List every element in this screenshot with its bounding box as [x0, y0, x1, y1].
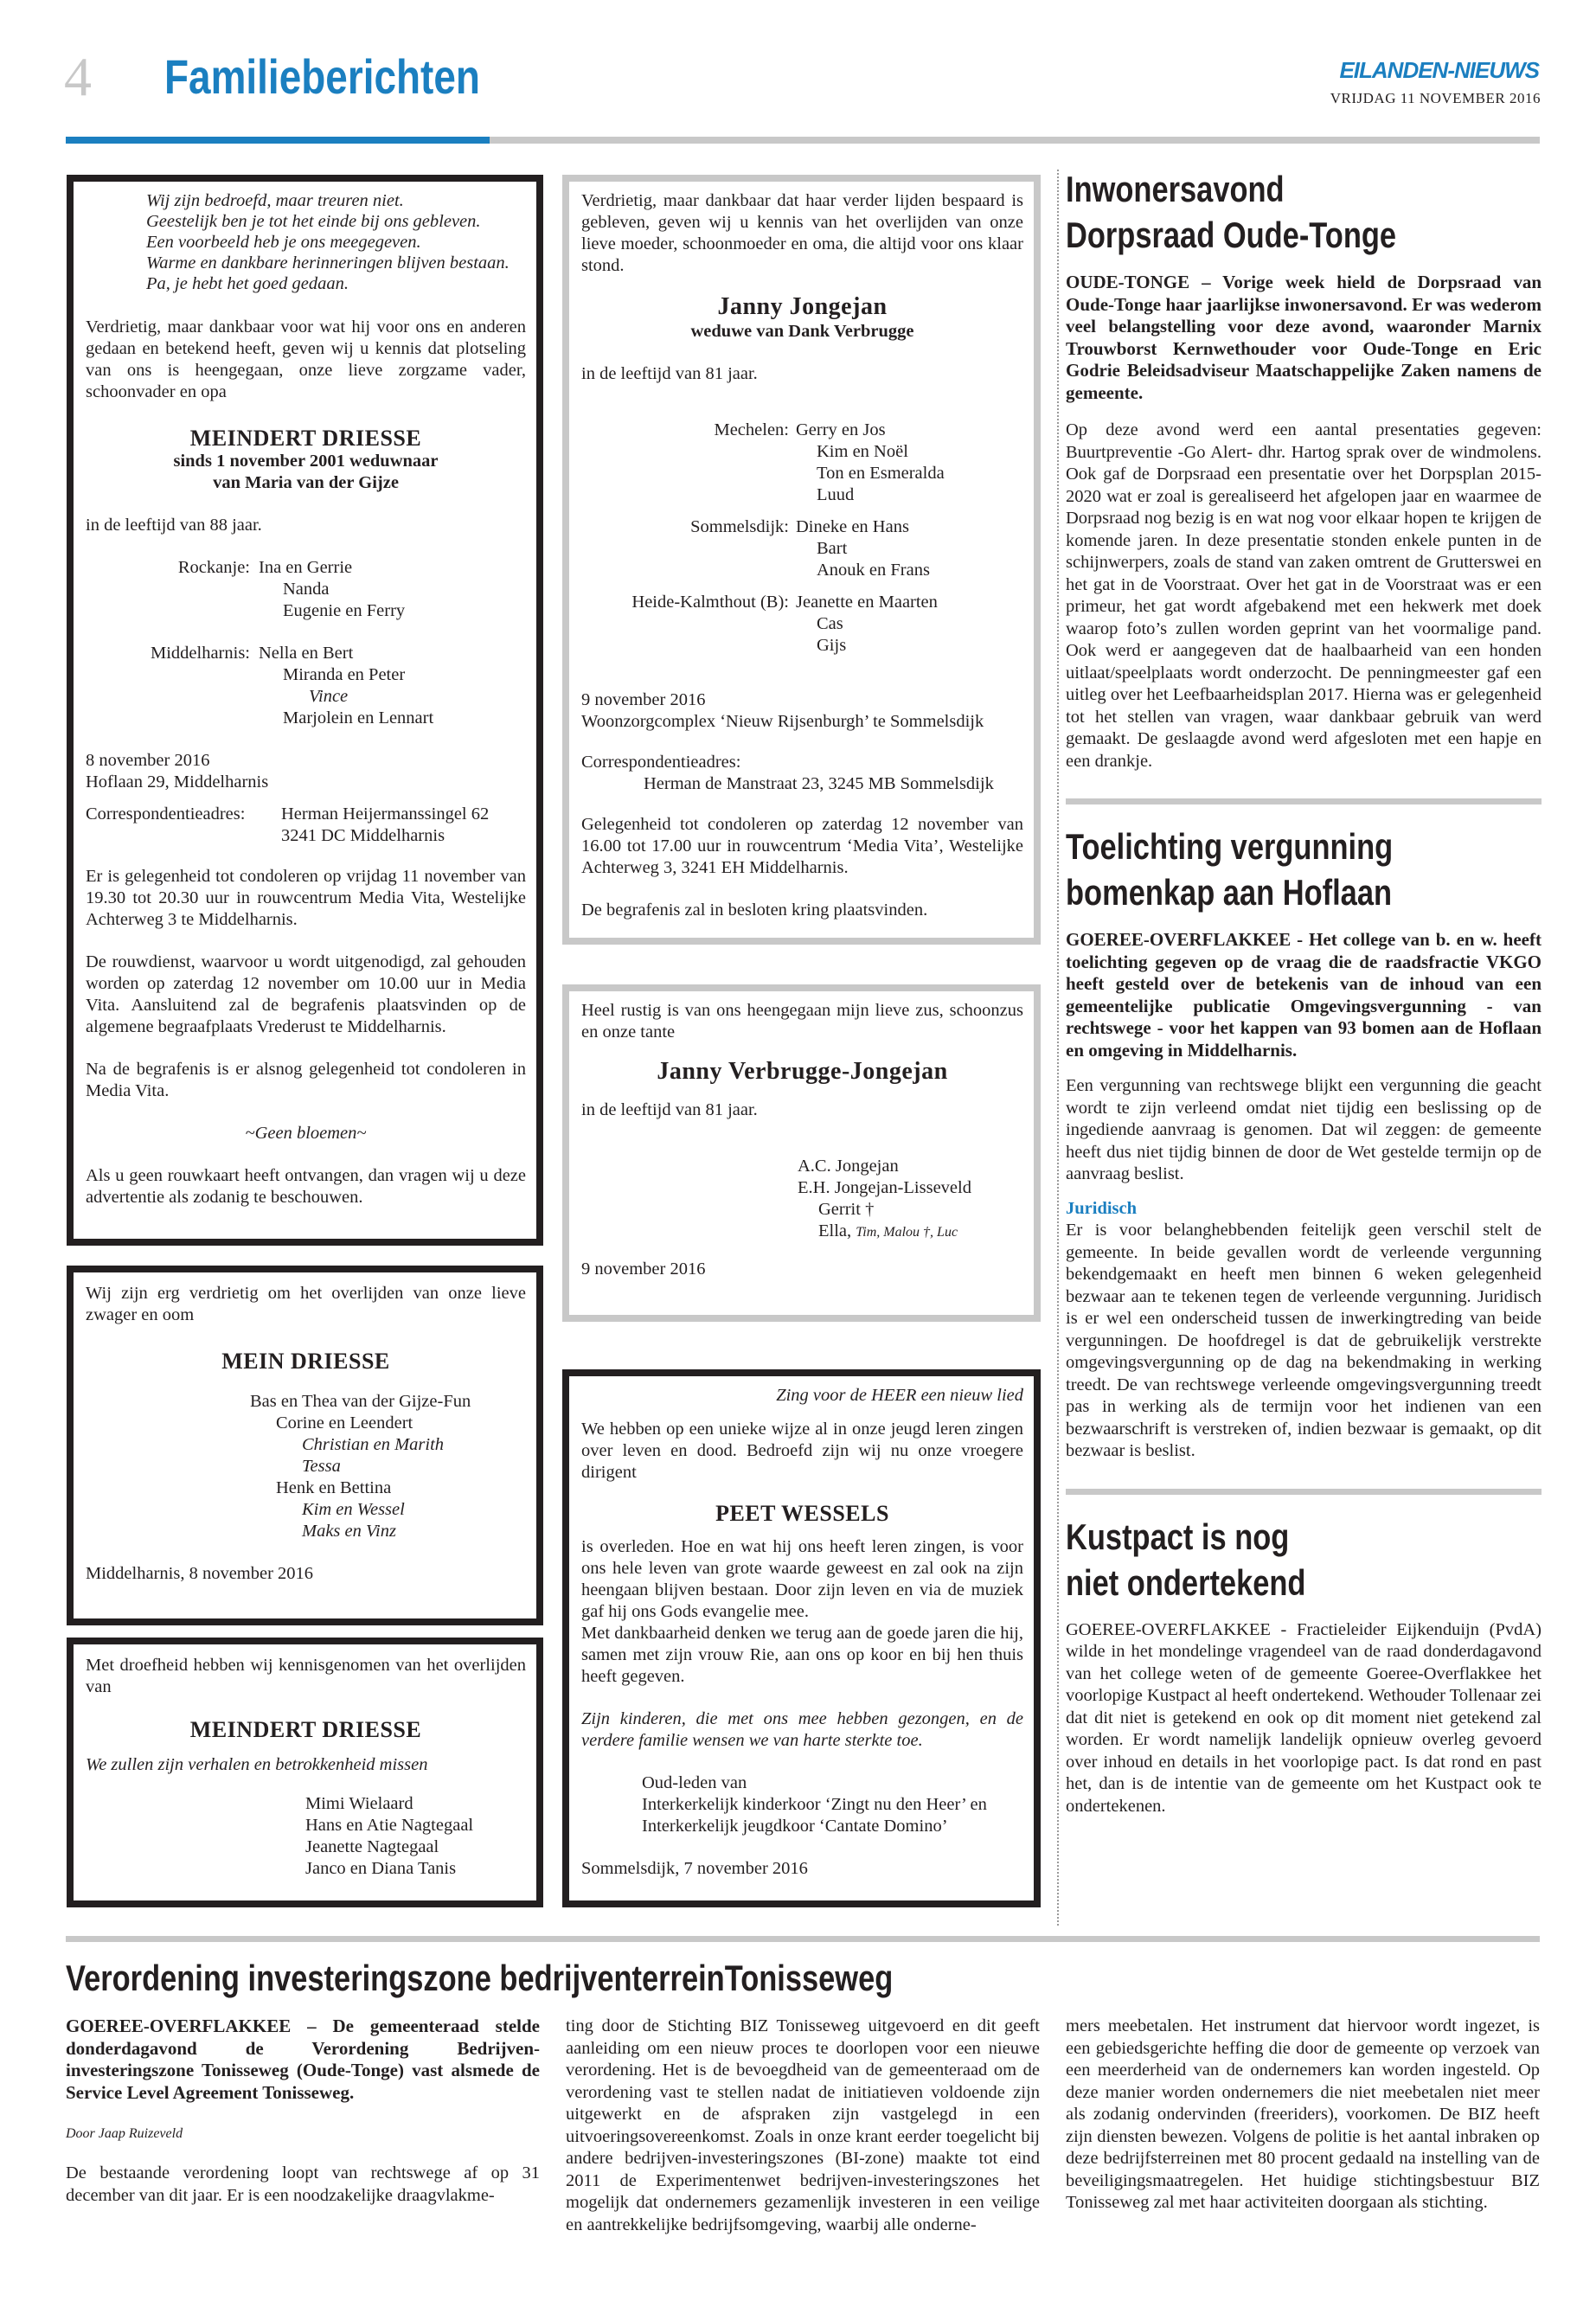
poem-line: Geestelijk ben je tot het einde bij ons gebleven. [146, 212, 481, 231]
signatory [798, 1221, 1023, 1243]
article-kustpact [1066, 1514, 1542, 1818]
signatories [86, 1793, 526, 1880]
service-info: De rouwdienst, waarvoor u wordt uitgenodigd, zal gehouden worden op zaterdag 12 november om 10.00 uur in Media Vita. Aansluitend zal de begrafenis plaatsvinden op de algemene begraafplaats Vrederust te Middelharnis. [86, 952, 526, 1036]
family-name: Ton en Esmeralda [817, 464, 945, 483]
family-names [86, 1391, 526, 1542]
correspondence-label: Correspondentieadres: [86, 804, 246, 824]
family-name: Nella en Bert [259, 644, 354, 663]
signatory: Hans en Atie Nagtegaal [305, 1816, 474, 1835]
family-names [259, 643, 433, 729]
family-names [259, 557, 405, 622]
family-name: Nanda [283, 580, 330, 599]
age: in de leeftijd van 81 jaar. [581, 364, 758, 383]
card-note: Als u geen rouwkaart heeft ontvangen, dan vragen wij u deze advertentie als zodanig te beschouwen. [86, 1166, 526, 1207]
address: Hoflaan 29, Middelharnis [86, 772, 269, 792]
article-body: ting door de Stichting BIZ Tonisseweg uitgevoerd en dit geeft aanleiding om een nieuw proces te doorlopen voor een nieuwe verordening. Het is de bevoegdheid van de gemeenteraad om de verordening vast te stellen nadat de initiatieven voldoende zijn uitgewerkt en de afspraken zijn vastgelegd in een uitvoeringsovereenkomst. Zoals in onze krant eerder toegelicht bij andere bedrijven-investeringszones (BI-zone) maakte tot eind 2011 de Experimentenwet bedrijven-investeringszones het mogelijk dat ondernemers gezamenlijk investeren in een veilige en aantrekkelijke bedrijfsomgeving, waarbij alle onderne- [566, 2016, 1040, 2234]
date: 8 november 2016 [86, 751, 210, 770]
news-column [1066, 166, 1542, 1817]
sender: Interkerkelijk kinderkoor ‘Zingt nu den Heer’ en [642, 1795, 987, 1814]
intro-text: Met droefheid hebben wij kennisgenomen van het overlijden van [86, 1656, 526, 1696]
article-body: De bestaande verordening loopt van rechtswege af op 31 december van dit jaar. Er is een noodzakelijke draagvlakme- [66, 2163, 540, 2205]
sender-label: Oud-leden van [642, 1773, 747, 1792]
family-name: Ina en Gerrie [259, 558, 353, 577]
funeral-info: De begrafenis zal in besloten kring plaatsvinden. [581, 901, 928, 920]
sender: Interkerkelijk jeugdkoor ‘Cantate Domino’ [642, 1817, 948, 1836]
after-funeral-info: Na de begrafenis is er alsnog gelegenheid tot condoleren in Media Vita. [86, 1060, 526, 1100]
poem-line: Warme en dankbare herinneringen blijven bestaan. [146, 253, 510, 272]
article-body: GOEREE-OVERFLAKKEE - Fractieleider Eijkenduijn (PvdA) wilde in het mondelinge vragendeel van de raad donderdagavond van het college weten of de gemeente Goeree-Overflakkee het voorlopige Kustpact al heeft ondertekend. Wethouder Tollenaar zei dat dit niet is getekend en ook op dit moment niet getekend zal worden. Er wordt namelijk landelijk opnieuw overleg gevoerd over inhoud en details in het voorlopige pact. Is dat rond en past het, dan is de intentie van de gemeente om het Kustpact ook te ondertekenen. [1066, 1619, 1542, 1816]
poem-line: Een voorbeeld heb je ons meegegeven. [146, 233, 421, 252]
family-name: Eugenie en Ferry [283, 601, 406, 620]
header-rule-grey [490, 137, 1540, 144]
no-flowers: ~Geen bloemen~ [245, 1124, 367, 1143]
article-body: Op deze avond werd een aantal presentaties gegeven: Buurtpreventie -Go Alert- dhr. Hartog sprak over de windmolens. Ook gaf de Dorpsraad een presentatie over het Dorpsplan 2015-2020 wat er zoal is gerealiseerd het afgelopen jaar en waarmee de Dorpsraad nog bezig is en wat nog voor elkaar hopen te krijgen de komende jaren. In deze presentatie stonden enkele punten in de schijnwerpers, zoals de stand van zaken omtrent de Grutterswei en het gat in de Voorstraat. Over het gat in de Voorstraat was er een primeur, het gat wordt afgebakend met een hekwerk met doek waarop foto’s zullen worden geprint van het voormalige pand. Ook werd er aangegeven dat de haalbaarheid van een honden uitlaat/speelplaats wordt onderzocht. De penningmeester gaf een uitleg over het Leefbaarheidsplan 2017. Hierna was er gelegenheid tot het stellen van vragen, waar dankbaar gebruik van werd gemaakt. De geslaagde avond werd afgesloten met een hapje en een drankje. [1066, 420, 1542, 771]
article-body: Een vergunning van rechtswege blijkt een vergunning die geacht wordt te zijn verleend omdat niet tijdig een beslissing op de ingediende aanvraag is genomen. Dat wil zeggen: de gemeente heeft dus niet tijdig binnen de door de Wet gestelde termijn op de aanvraag beslist. [1066, 1076, 1542, 1183]
condolence-info: Er is gelegenheid tot condoleren op vrijdag 11 november van 19.30 tot 20.30 uur in rouwcentrum Media Vita, Westelijke Achterweg 3 te Middelharnis. [86, 867, 526, 929]
family-name: Vince [309, 687, 349, 706]
article-separator [1066, 1489, 1542, 1495]
signatories [581, 1156, 1023, 1243]
title-line: Dorpsraad Oude-Tonge [1066, 215, 1397, 255]
family-name: Tessa [302, 1457, 341, 1476]
header-rule-blue [66, 137, 490, 144]
age: in de leeftijd van 81 jaar. [581, 1100, 758, 1119]
article-title [1066, 166, 1456, 258]
correspondence-address [281, 804, 489, 847]
bible-verse: Zing voor de HEER een nieuw lied [776, 1386, 1023, 1405]
signatory: Gerrit † [818, 1200, 875, 1219]
family-name: Gerry en Jos [796, 420, 886, 439]
article-toelichting [1066, 824, 1542, 1463]
condolence-info: Gelegenheid tot condoleren op zaterdag 12 november van 16.00 tot 17.00 uur in rouwcentrum ‘Media Vita’, Westelijke Achterweg 3, 3241 EH Middelharnis. [581, 815, 1023, 877]
bottom-separator [66, 1936, 1540, 1942]
article-title [1066, 1514, 1456, 1606]
remember-line: We zullen zijn verhalen en betrokkenheid missen [86, 1755, 428, 1774]
article-body: mers meebetalen. Het instrument dat hiervoor wordt ingezet, is een gebiedsgerichte heffing die door de gemeente op verzoek van een meerderheid van de ondernemers kan worden ingesteld. Op deze manier worden ondernemers die niet meebetalen niet meer als zodanig ondervinden (freeriders), voorkomen. De BIZ heeft zijn diensten bewezen. Volgens de politie is het aantal inbraken op deze bedrijfsterreinen met 80 procent gedaald na instelling van de beveiligingsmaatregelen. Het huidige stichtingsbestuur BIZ Tonisseweg zal met haar activiteiten doorgaan als stichting. [1066, 2016, 1540, 2212]
issue-date: VRIJDAG 11 NOVEMBER 2016 [1330, 90, 1541, 106]
signatory: Mimi Wielaard [305, 1794, 413, 1813]
footer-date: Sommelsdijk, 7 november 2016 [581, 1859, 808, 1878]
poem-line: Pa, je hebt het goed gedaan. [146, 274, 349, 293]
family-group-sommelsdijk [581, 516, 1023, 581]
article-verordening-col1 [66, 2016, 540, 2207]
family-group-rockanje [86, 557, 526, 622]
article-lead: GOEREE-OVERFLAKKEE – De gemeenteraad stelde donderdagavond de Verordening Bedrijven- investeringszone Tonisseweg (Oude-Tonge) vast alsmede de Service Level Agreement Tonisseweg. [66, 2016, 540, 2103]
date: 9 november 2016 [581, 1259, 706, 1279]
condolence-meindert-driesse [67, 1638, 543, 1907]
deceased-name: Janny Verbrugge-Jongejan [657, 1058, 948, 1085]
article-inwonersavond [1066, 166, 1542, 772]
intro-text: Heel rustig is van ons heengegaan mijn lieve zus, schoonzus en onze tante [581, 1001, 1023, 1042]
deceased-name: PEET WESSELS [715, 1501, 889, 1526]
family-name: Marjolein en Lennart [283, 708, 434, 727]
article-lead: OUDE-TONGE – Vorige week hield de Dorpsraad van Oude-Tonge haar jaarlijkse inwonersavond. Er was wederom veel belangstelling voor deze avond, waaronder Marnix Trouwborst Kernwethouder voor Oude-Tonge en Eric Godrie Beleidsadviseur Maatschappelijke Zaken namens de gemeente. [1066, 272, 1542, 403]
deceased-name: MEINDERT DRIESSE [189, 1717, 422, 1742]
family-name: Kim en Wessel [302, 1500, 405, 1519]
correspondence-label: Correspondentieadres: [581, 753, 741, 772]
family-name: Bas en Thea van der Gijze-Fun [250, 1392, 471, 1411]
article-subhead: Juridisch [1066, 1198, 1138, 1218]
family-name: Henk en Bettina [276, 1478, 392, 1497]
wishes: Zijn kinderen, die met ons mee hebben gezongen, en de verdere familie wensen we van harte sterkte toe. [581, 1709, 1023, 1750]
place-label: Rockanje: [177, 558, 250, 577]
family-names [796, 420, 945, 506]
obituary-janny-jongejan [562, 175, 1041, 945]
page-number: 4 [64, 46, 92, 107]
family-name: Cas [817, 614, 843, 633]
address-line: Herman Heijermanssingel 62 [281, 804, 490, 824]
family-name: Jeanette en Maarten [796, 593, 938, 612]
widower-line-2: van Maria van der Gijze [213, 473, 399, 492]
article-title [1066, 824, 1456, 915]
widow-line: weduwe van Dank Verbrugge [690, 322, 914, 341]
obituary-meindert-driesse [67, 175, 543, 1246]
deceased-name: MEINDERT DRIESSE [189, 426, 422, 451]
intro-text: Verdrietig, maar dankbaar voor wat hij voor ons en anderen gedaan en betekend heeft, geven wij u kennis dat plotseling van ons is heengegaan, onze lieve zorgzame vader, schoonvader en opa [86, 317, 526, 401]
poem-line: Wij zijn bedroefd, maar treuren niet. [146, 191, 404, 210]
location: Woonzorgcomplex ‘Nieuw Rijsenburgh’ te Sommelsdijk [581, 712, 984, 731]
newspaper-name: EILANDEN-NIEUWS [1339, 57, 1539, 83]
signatory-name: Ella, [818, 1221, 852, 1240]
family-names [796, 516, 930, 581]
title-line: Toelichting vergunning [1066, 826, 1394, 867]
family-name: Bart [817, 539, 848, 558]
article-body-2: Er is voor belanghebbenden feitelijk geen verschil stelt de gemeente. In beide gevallen wordt de verleende vergunning bekendgemaakt en heeft men binnen 6 weken gelegenheid bezwaar aan te tekenen tegen de verleende vergunning. Juridisch is er wel een onderscheid tussen de inwerkingtreding van beide vergunningen. De hoofdregel is dat de gebruikelijk verstrekte omgevingsvergunning op de dag na bekendmaking in werking treedt. De van rechtswege verleende omgevingsvergunning treedt pas in werking als de termijn voor het indienen van een bezwaarschrift is verstreken of, indien bezwaar is gemaakt, op dit bezwaar is beslist. [1066, 1221, 1542, 1460]
family-name: Gijs [817, 636, 847, 655]
obituary-janny-verbrugge-jongejan [562, 984, 1041, 1322]
correspondence [86, 804, 526, 847]
article-verordening-col2 [566, 2016, 1040, 2236]
title-line: Inwonersavond [1066, 169, 1285, 209]
obituary-peet-wessels [562, 1369, 1041, 1907]
address-line: 3241 DC Middelharnis [281, 826, 445, 845]
correspondence-address: Herman de Manstraat 23, 3245 MB Sommelsdijk [644, 774, 994, 793]
family-name: Christian en Marith [302, 1435, 445, 1454]
family-names [796, 592, 938, 657]
deceased-name: MEIN DRIESSE [221, 1349, 390, 1374]
title-line: bomenkap aan Hoflaan [1066, 872, 1393, 913]
signatory: Jeanette Nagtegaal [305, 1837, 439, 1856]
family-name: Maks en Vinz [302, 1522, 396, 1541]
signatory: A.C. Jongejan [798, 1157, 899, 1176]
senders [581, 1772, 1023, 1837]
deceased-name: Janny Jongejan [717, 293, 888, 320]
family-group-heide-kalmthout [581, 592, 1023, 657]
place-label: Mechelen: [714, 420, 789, 439]
age: in de leeftijd van 88 jaar. [86, 516, 262, 535]
place-label: Sommelsdijk: [690, 517, 789, 536]
family-name: Anouk en Frans [817, 561, 930, 580]
family-name: Luud [817, 485, 855, 504]
article-byline: Door Jaap Ruizeveld [66, 2126, 183, 2141]
intro-text: We hebben op een unieke wijze al in onze jeugd leren zingen over leven en dood. Bedroefd zijn wij nu onze vroegere dirigent [581, 1420, 1023, 1482]
family-name: Miranda en Peter [283, 665, 406, 684]
intro-text: Verdrietig, maar dankbaar dat haar verder lijden bespaard is gebleven, geven wij u kennis van het overlijden van onze lieve moeder, schoonmoeder en oma, die altijd voor ons klaar stond. [581, 191, 1023, 275]
article-verordening-title: Verordening investeringszone bedrijventerreinTonisseweg [66, 1958, 894, 1998]
article-verordening-col3 [1066, 2016, 1540, 2214]
place-label: Heide-Kalmthout (B): [631, 593, 789, 612]
family-group-middelharnis [86, 643, 526, 729]
signatory-children: Tim, Malou †, Luc [856, 1225, 958, 1240]
article-separator [1066, 798, 1542, 804]
footer-date: Middelharnis, 8 november 2016 [86, 1564, 314, 1583]
signatory: E.H. Jongejan-Lisseveld [798, 1178, 971, 1197]
date: 9 november 2016 [581, 690, 706, 709]
place-label: Middelharnis: [150, 644, 250, 663]
column-divider [1057, 170, 1059, 1926]
family-group-mechelen [581, 420, 1023, 506]
poem [86, 190, 526, 294]
family-name: Dineke en Hans [796, 517, 909, 536]
body-text: is overleden. Hoe en wat hij ons heeft leren zingen, is voor ons hele leven van grote waarde geweest en zal ook na zijn heengaan blijven bestaan. Door zijn leven en via de muziek gaf hij ons Gods evangelie mee. [581, 1537, 1023, 1621]
title-line: niet ondertekend [1066, 1561, 1306, 1603]
widower-line: sinds 1 november 2001 weduwnaar [173, 452, 439, 471]
signatory: Janco en Diana Tanis [305, 1859, 457, 1878]
family-name: Corine en Leendert [276, 1413, 413, 1433]
obituary-mein-driesse [67, 1266, 543, 1625]
article-lead: GOEREE-OVERFLAKKEE - Het college van b. en w. heeft toelichting gegeven op de vraag die de raadsfractie VKGO heeft gesteld over de betekenis van de inhoud van een gemeentelijke publicatie Omgevingsvergunning - van rechtswege - voor het kappen van 93 bomen aan de Hoflaan en omgeving in Middelharnis. [1066, 929, 1542, 1061]
intro-text: Wij zijn erg verdrietig om het overlijden van onze lieve zwager en oom [86, 1284, 526, 1324]
section-title: Familieberichten [164, 49, 480, 104]
title-line: Kustpact is nog [1066, 1516, 1290, 1557]
family-name: Kim en Noël [817, 442, 908, 461]
body-text-2: Met dankbaarheid denken we terug aan de goede jaren die hij, samen met zijn vrouw Rie, aan ons op koor en bij hen thuis heeft gegeven. [581, 1624, 1023, 1686]
